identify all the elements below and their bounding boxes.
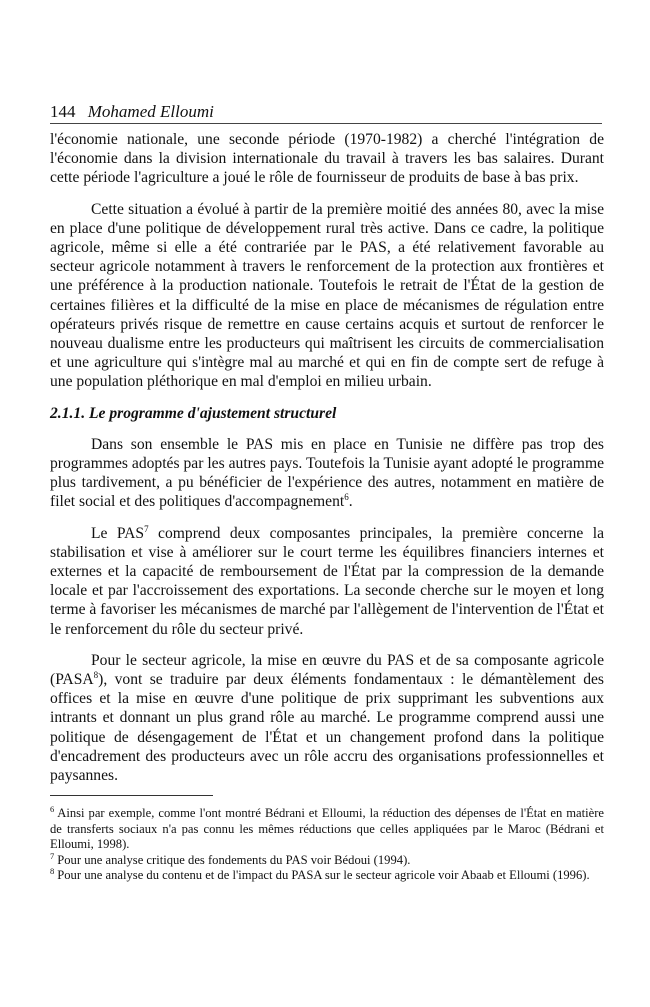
page-number: 144 <box>50 102 76 121</box>
body-text <box>50 130 604 797</box>
paragraph-pas-components <box>50 524 604 639</box>
section-heading: 2.1.1. Le programme d'ajustement structurel <box>50 404 337 422</box>
paragraph-text-end: . <box>348 493 353 511</box>
footnote-ref-8[interactable]: 8 <box>93 670 99 681</box>
footnote-number: 8 <box>50 866 55 877</box>
footnote-number: 6 <box>50 804 55 814</box>
footnote-ref-6[interactable]: 6 <box>344 492 349 503</box>
paragraph-text-start: Le PAS <box>91 524 145 542</box>
running-head <box>50 102 602 124</box>
footnote-text: Pour une analyse du contenu et de l'impact du PASA sur le secteur agricole voir Abaab et Elloumi (1996). <box>57 868 590 883</box>
running-head-author: Mohamed Elloumi <box>87 102 214 121</box>
paragraph-pasa <box>50 651 604 785</box>
footnote-separator <box>50 795 213 796</box>
paragraph-text: comprend deux composantes principales, la première concerne la stabilisation et vise à améliorer sur le court terme les équilibres financiers internes et externes et la capacité de remboursement de l'État par la compression de la demande locale et par l'accroissement des exportations. La seconde cherche sur le moyen et long terme à favoriser les mécanismes de marché par l'allègement de l'intervention de l'État et le renforcement du rôle du secteur privé. <box>50 524 604 638</box>
footnote-text: Ainsi par exemple, comme l'ont montré Bédrani et Elloumi, la réduction des dépenses de l'État en matière de transferts sociaux n'a pas connu les mêmes réductions que celles appliquées par le Maroc (Bédrani et Elloumi, 1998). <box>50 806 604 852</box>
paragraph-continued: l'économie nationale, une seconde période (1970-1982) a cherché l'intégration de l'économie dans la division internationale du travail à travers les bas salaires. Durant cette période l'agriculture a joué le rôle de fournisseur de produits de base à bas prix. <box>50 131 604 187</box>
footnote-6 <box>50 806 604 853</box>
footnote-number: 7 <box>50 850 55 861</box>
footnote-text: Pour une analyse critique des fondements du PAS voir Bédoui (1994). <box>57 852 411 867</box>
paragraph-rural-policy: Cette situation a évolué à partir de la première moitié des années 80, avec la mise en place d'une politique de développement rural très active. Dans ce cadre, la politique agricole, même si elle a été contrariée par le PAS, a été relativement favorable au secteur agricole notamment à travers le renforcement de la protection aux frontières et une préférence à la production nationale. Toutefois le retrait de l'État de la gestion de certaines filières et la difficulté de la mise en place de mécanismes de régulation entre opérateurs privés risque de remettre en cause certains acquis et surtout de renforcer le nouveau dualisme entre les producteurs qui maîtrisent les circuits de commercialisation et une agriculture qui s'intègre mal au marché et qui en fin de compte sert de refuge à une population pléthorique en mal d'emploi en milieu urbain. <box>50 200 604 391</box>
paragraph-pas-overview <box>50 435 604 512</box>
paragraph-text-start: Pour le secteur agricole, la mise en œuvre du PAS et de sa composante agricole (PASA <box>50 651 604 689</box>
footnotes <box>50 806 604 884</box>
footnote-7 <box>50 850 604 869</box>
footnote-8 <box>50 868 604 884</box>
paragraph-text: Dans son ensemble le PAS mis en place en Tunisie ne diffère pas trop des programmes adoptés par les autres pays. Toutefois la Tunisie ayant adopté le programme plus tardivement, a pu bénéficier de l'expérience des autres, notamment en matière de filet social et des politiques d'accompagnement <box>50 435 604 511</box>
footnote-ref-7[interactable]: 7 <box>144 523 149 534</box>
paragraph-text: ), vont se traduire par deux éléments fondamentaux : le démantèlement des offices et la mise en œuvre d'une politique de prix supprimant les subventions aux intrants et donnant un plus grand rôle au marché. Le programme comprend aussi une politique de désengagement de l'État et un changement profond dans la politique d'encadrement des producteurs avec un rôle accru des organisations professionnelles et paysannes. <box>50 671 604 785</box>
